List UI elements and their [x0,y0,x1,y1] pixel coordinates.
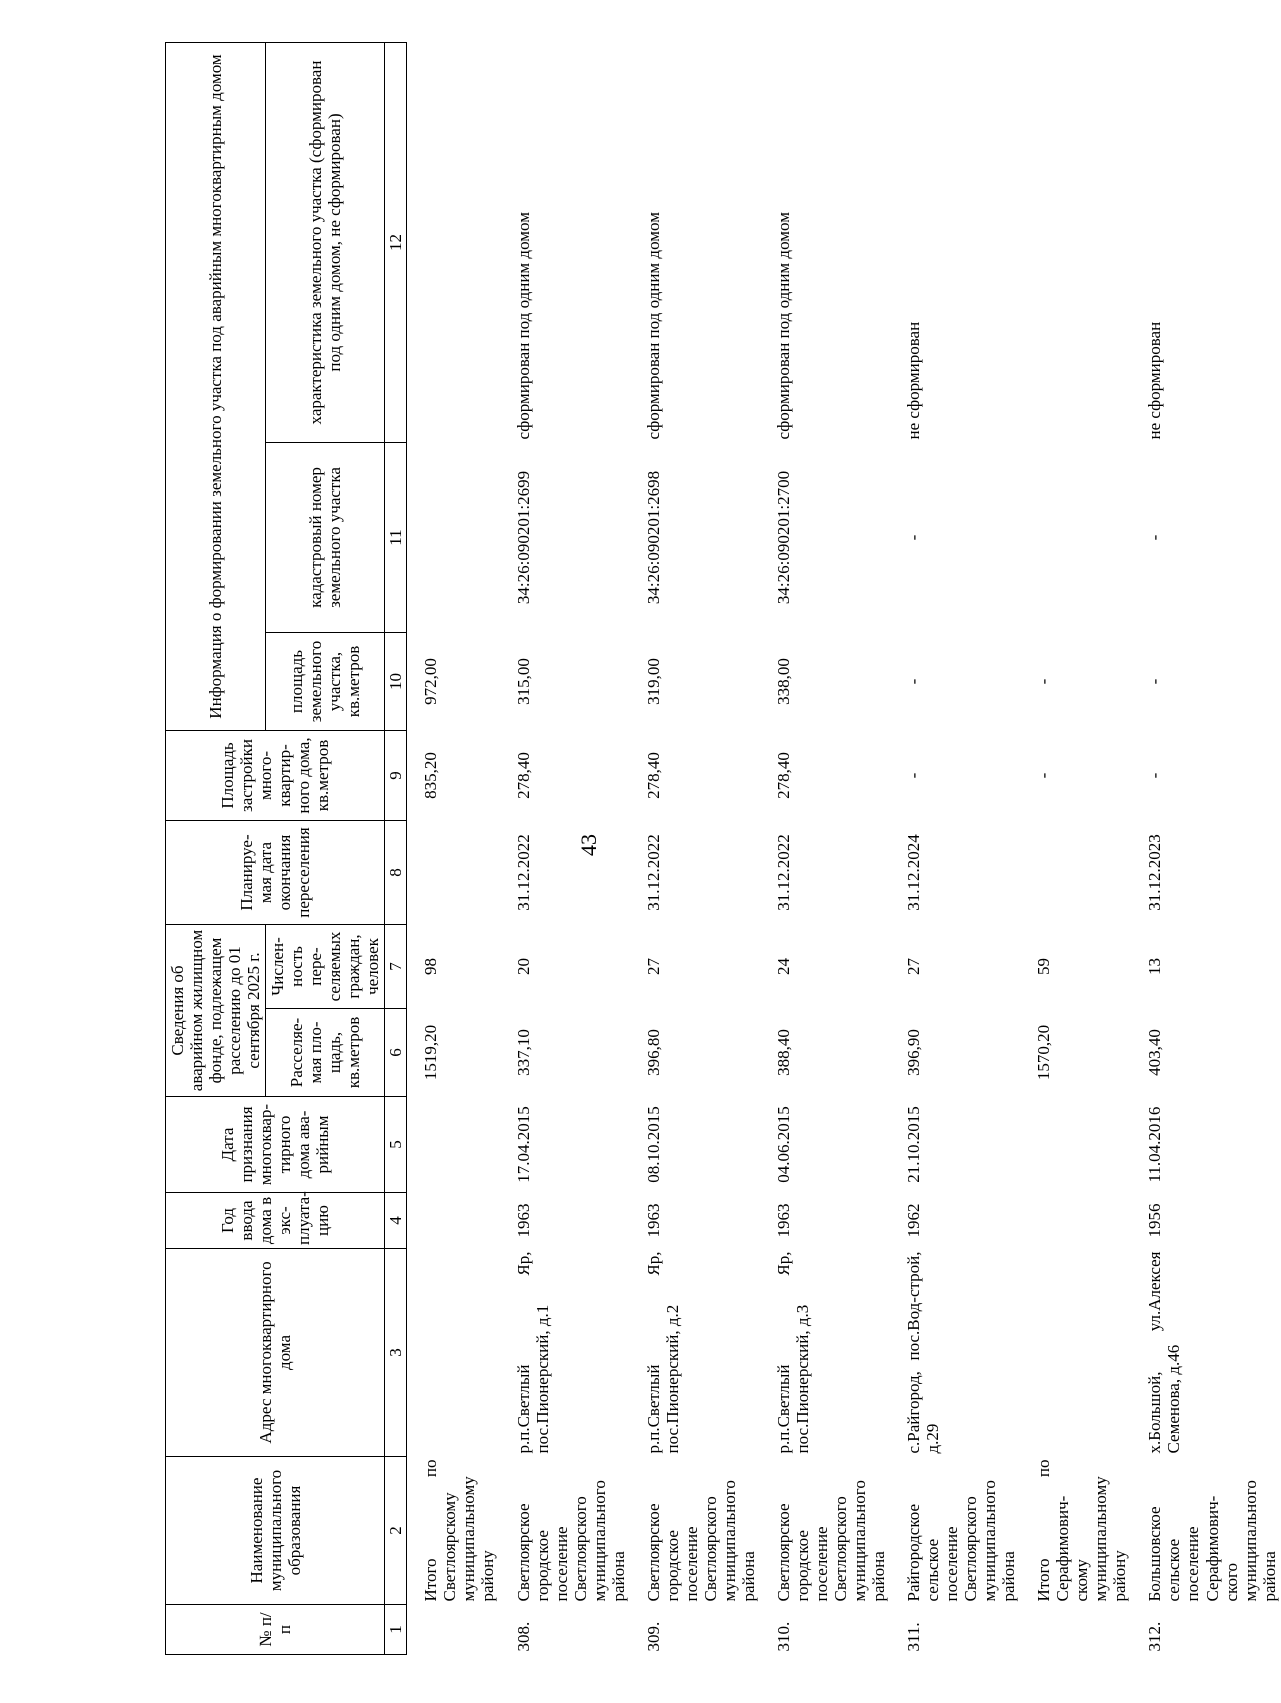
col-number: 3 [385,1249,407,1457]
cell-mo: Светлоярское городское поселение Светлоярского муниципального района [773,1480,889,1602]
header-col-10: площадь земельного участка, кв.метров [266,633,385,731]
cell-people: 27 [904,958,924,975]
cell-area: 396,80 [643,1029,663,1076]
col-number: 8 [385,821,407,925]
cell-people: 98 [421,958,441,975]
cell-year: 1963 [773,1203,793,1238]
cell-year: 1963 [513,1203,533,1238]
cell-land: - [1145,678,1165,685]
header-col-6: Расселяе-мая пло-щадь, кв.метров [266,1009,385,1097]
col-number: 1 [385,1605,407,1655]
cell-area: 1570,20 [1034,1024,1054,1081]
cell-year: 1956 [1145,1203,1165,1238]
cell-plan: 31.12.2024 [904,834,924,911]
cell-addr [1020,1249,1131,1457]
header-col-2: Наименование муниципального образования [166,1457,385,1605]
cell-built: 278,40 [643,752,663,799]
header-col-3: Адрес многоквартирного дома [166,1249,385,1457]
cell-mo: Светлоярское городское поселение Светлоярского муниципального района [513,1480,628,1602]
cell-plan: 31.12.2023 [1145,834,1165,911]
cell-people: 24 [773,958,793,975]
cell-built: - [904,772,924,779]
header-col-4: Год ввода дома в экс-плуата-цию [166,1193,385,1249]
cell-char [407,43,500,443]
cell-people: 27 [643,958,663,975]
cell-n [407,1605,500,1655]
cell-built: 278,40 [773,752,793,799]
cell-date: 11.04.2016 [1145,1106,1165,1183]
cell-built: 278,40 [513,752,533,799]
table-row [1020,43,1131,1655]
cell-char: не сформирован [904,321,924,440]
header-col-8: Планируе-мая дата окончания переселения [166,821,385,925]
col-number: 10 [385,633,407,731]
cell-area: 337,10 [513,1029,533,1076]
cell-cad [1020,443,1131,633]
table-row [630,43,760,1655]
emergency-housing-table [165,42,1281,1655]
cell-addr: р.п.Светлый Яр, пос.Пионерский, д.3 [773,1251,812,1454]
cell-mo: Светлоярское городское поселение Светлоярского муниципального района [643,1480,758,1602]
cell-people: 59 [1034,958,1054,975]
cell-addr [407,1249,500,1457]
cell-n: 310. [773,1621,793,1652]
table-row [1131,43,1280,1655]
cell-area: 1519,20 [421,1024,441,1081]
document-sheet [165,43,1279,1655]
cell-built: - [1145,772,1165,779]
cell-addr: с.Райгород, пос.Вод-строй, д.29 [904,1251,943,1454]
cell-cad: - [904,534,924,541]
col-number: 2 [385,1457,407,1605]
col-number: 6 [385,1009,407,1097]
cell-mo: Итого по Светлоярскому муниципальному району [421,1459,498,1602]
cell-area: 396,90 [904,1029,924,1076]
header-col-5: Дата признания многоквар-тирного дома ава-рийным [166,1097,385,1193]
header-col-9: Площадь застройки много-квартир-ного дома, кв.метров [166,731,385,821]
cell-n: 308. [513,1621,533,1652]
cell-char: сформирован под одним домом [773,212,793,440]
cell-land: 319,00 [643,658,663,705]
col-number: 11 [385,443,407,633]
col-number: 4 [385,1193,407,1249]
col-number: 9 [385,731,407,821]
header-col-1: № п/п [166,1605,385,1655]
cell-cad: - [1145,534,1165,541]
cell-cad: 34:26:090201:2700 [773,470,793,605]
col-number: 5 [385,1097,407,1193]
cell-addr: х.Большой, ул.Алексея Семенова, д.46 [1145,1251,1184,1454]
cell-mo: Большовское сельское поселение Серафимович-ского муниципального района [1145,1480,1279,1602]
cell-cad: 34:26:090201:2699 [513,470,533,605]
cell-date [407,1097,500,1193]
cell-mo: Итого по Серафимович-скому муниципальному району [1034,1459,1130,1602]
cell-char: сформирован под одним домом [643,212,663,440]
table-row [407,43,500,1655]
cell-n: 309. [643,1621,663,1652]
cell-n [1020,1605,1131,1655]
cell-land: 972,00 [421,658,441,705]
cell-n: 311. [904,1622,924,1652]
cell-plan: 31.12.2022 [513,834,533,911]
header-col-7: Числен-ность пере-селяемых граждан, человек [266,925,385,1009]
cell-char: сформирован под одним домом [513,212,533,440]
cell-addr: р.п.Светлый Яр, пос.Пионерский, д.1 [513,1251,552,1454]
cell-date [1020,1097,1131,1193]
header-col-12: характеристика земельного участка (сформирован под одним домом, не сформирован) [266,43,385,443]
cell-plan [1020,821,1131,925]
cell-plan [407,821,500,925]
cell-people: 13 [1145,958,1165,975]
cell-mo: Райгородское сельское поселение Светлоярского муниципального района [904,1480,1019,1602]
cell-land: - [1034,678,1054,685]
cell-char: не сформирован [1145,321,1165,440]
cell-n: 312. [1145,1621,1165,1652]
header-col-11: кадастровый номер земельного участка [266,443,385,633]
cell-plan: 31.12.2022 [643,834,663,911]
cell-year: 1962 [904,1203,924,1238]
cell-cad [407,443,500,633]
cell-cad: 34:26:090201:2698 [643,470,663,605]
col-number: 12 [385,43,407,443]
table-row [760,43,890,1655]
cell-char [1020,43,1131,443]
cell-year [1020,1193,1131,1249]
col-number: 7 [385,925,407,1009]
cell-plan: 31.12.2022 [773,834,793,911]
cell-year [407,1193,500,1249]
table-row [890,43,1020,1655]
cell-date: 04.06.2015 [773,1106,793,1183]
table-row [500,43,630,1655]
header-group-10-12: Информация о формировании земельного участка под аварийным многоквартирным домом [166,43,266,731]
cell-people: 20 [513,958,533,975]
header-group-6-7: Сведения об аварийном жилищном фонде, подлежащем расселению до 01 сентября 2025 г. [166,925,266,1097]
cell-land: - [904,678,924,685]
cell-addr: р.п.Светлый Яр, пос.Пионерский, д.2 [643,1251,682,1454]
cell-date: 17.04.2015 [513,1106,533,1183]
cell-date: 08.10.2015 [643,1106,663,1183]
cell-area: 388,40 [773,1029,793,1076]
page-number: 43 [576,834,601,856]
cell-land: 315,00 [513,658,533,705]
cell-land: 338,00 [773,658,793,705]
cell-year: 1963 [643,1203,663,1238]
cell-built: 835,20 [421,752,441,799]
cell-built: - [1034,772,1054,779]
cell-date: 21.10.2015 [904,1106,924,1183]
cell-area: 403,40 [1145,1029,1165,1076]
